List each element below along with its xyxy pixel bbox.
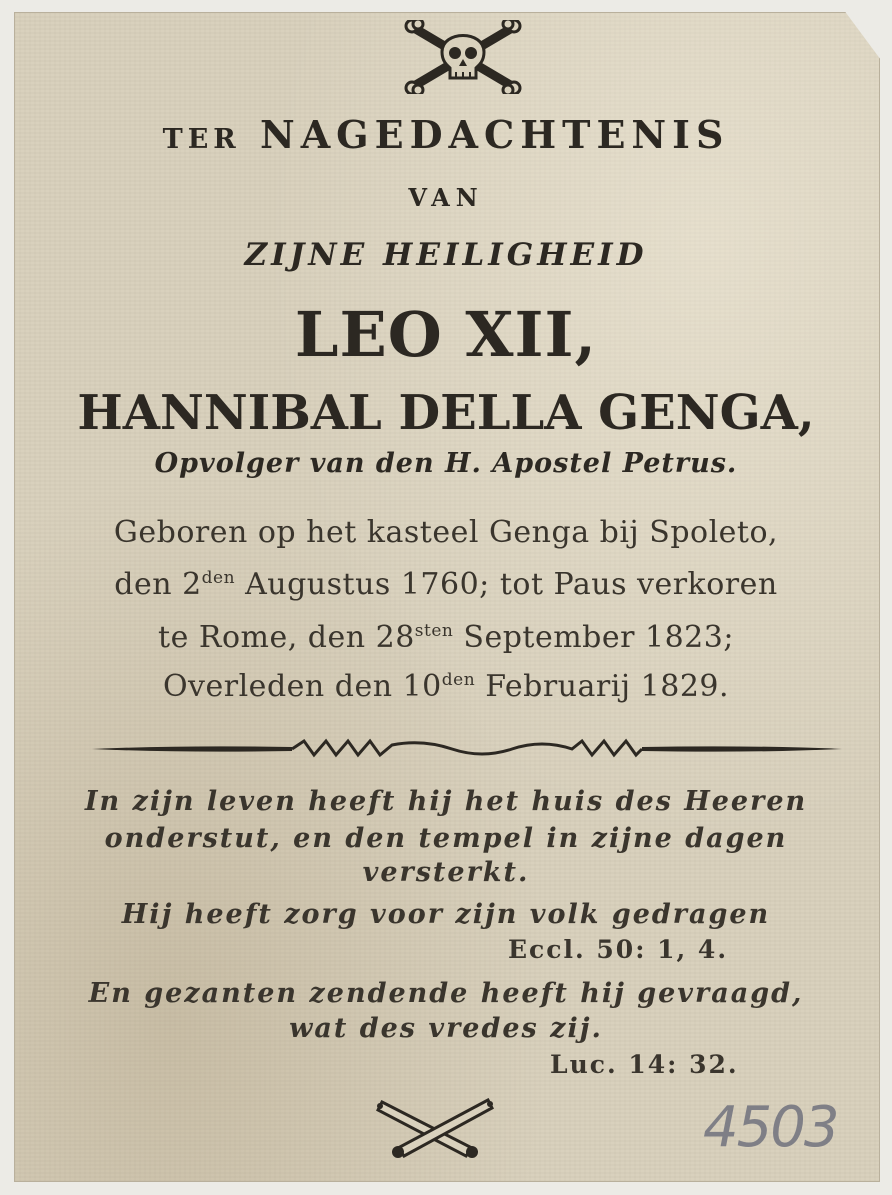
quote-line-1: In zijn leven heeft hij het huis des Heeren (84, 786, 808, 817)
crossed-cannons-icon (376, 1090, 494, 1162)
title-large-word: NAGEDACHTENIS (259, 112, 730, 157)
handwritten-catalog-number: 4503 (703, 1095, 838, 1160)
quote-line-2: onderstut, en den tempel in zijne dagen (104, 823, 788, 854)
bio-line-4: Overleden den $10^{den}$ Februarij 1829. (162, 669, 730, 704)
pope-name: LEO XII, (294, 298, 598, 371)
scripture-reference-eccl: Eccl. 50: 1, 4. (508, 935, 729, 964)
quote-line-5: En gezanten zendende heeft hij gevraagd, (88, 978, 804, 1009)
quote-line-3: versterkt. (362, 857, 530, 888)
zijne-heiligheid-line: ZIJNE HEILIGHEID (244, 237, 648, 273)
title-ter-nagedachtenis (0, 112, 892, 157)
quote-line-6: wat des vredes zij. (289, 1013, 603, 1044)
bio-line-3: te Rome, den $28^{sten}$ September 1823; (158, 620, 734, 655)
skull-crossbones-icon (404, 20, 522, 94)
quote-line-4: Hij heeft zorg voor zijn volk gedragen (121, 899, 771, 930)
title-small-word: TER (162, 124, 241, 155)
scripture-reference-luc: Luc. 14: 32. (550, 1050, 739, 1079)
successor-line: Opvolger van den H. Apostel Petrus. (154, 448, 738, 479)
van-line: VAN (408, 183, 484, 212)
birth-name: HANNIBAL DELLA GENGA, (77, 385, 815, 441)
bio-line-1: Geboren op het kasteel Genga bij Spoleto, (113, 515, 779, 550)
ornamental-rule (92, 735, 842, 763)
bio-line-2: den $2^{den}$ Augustus 1760; tot Paus verkoren (114, 567, 778, 602)
